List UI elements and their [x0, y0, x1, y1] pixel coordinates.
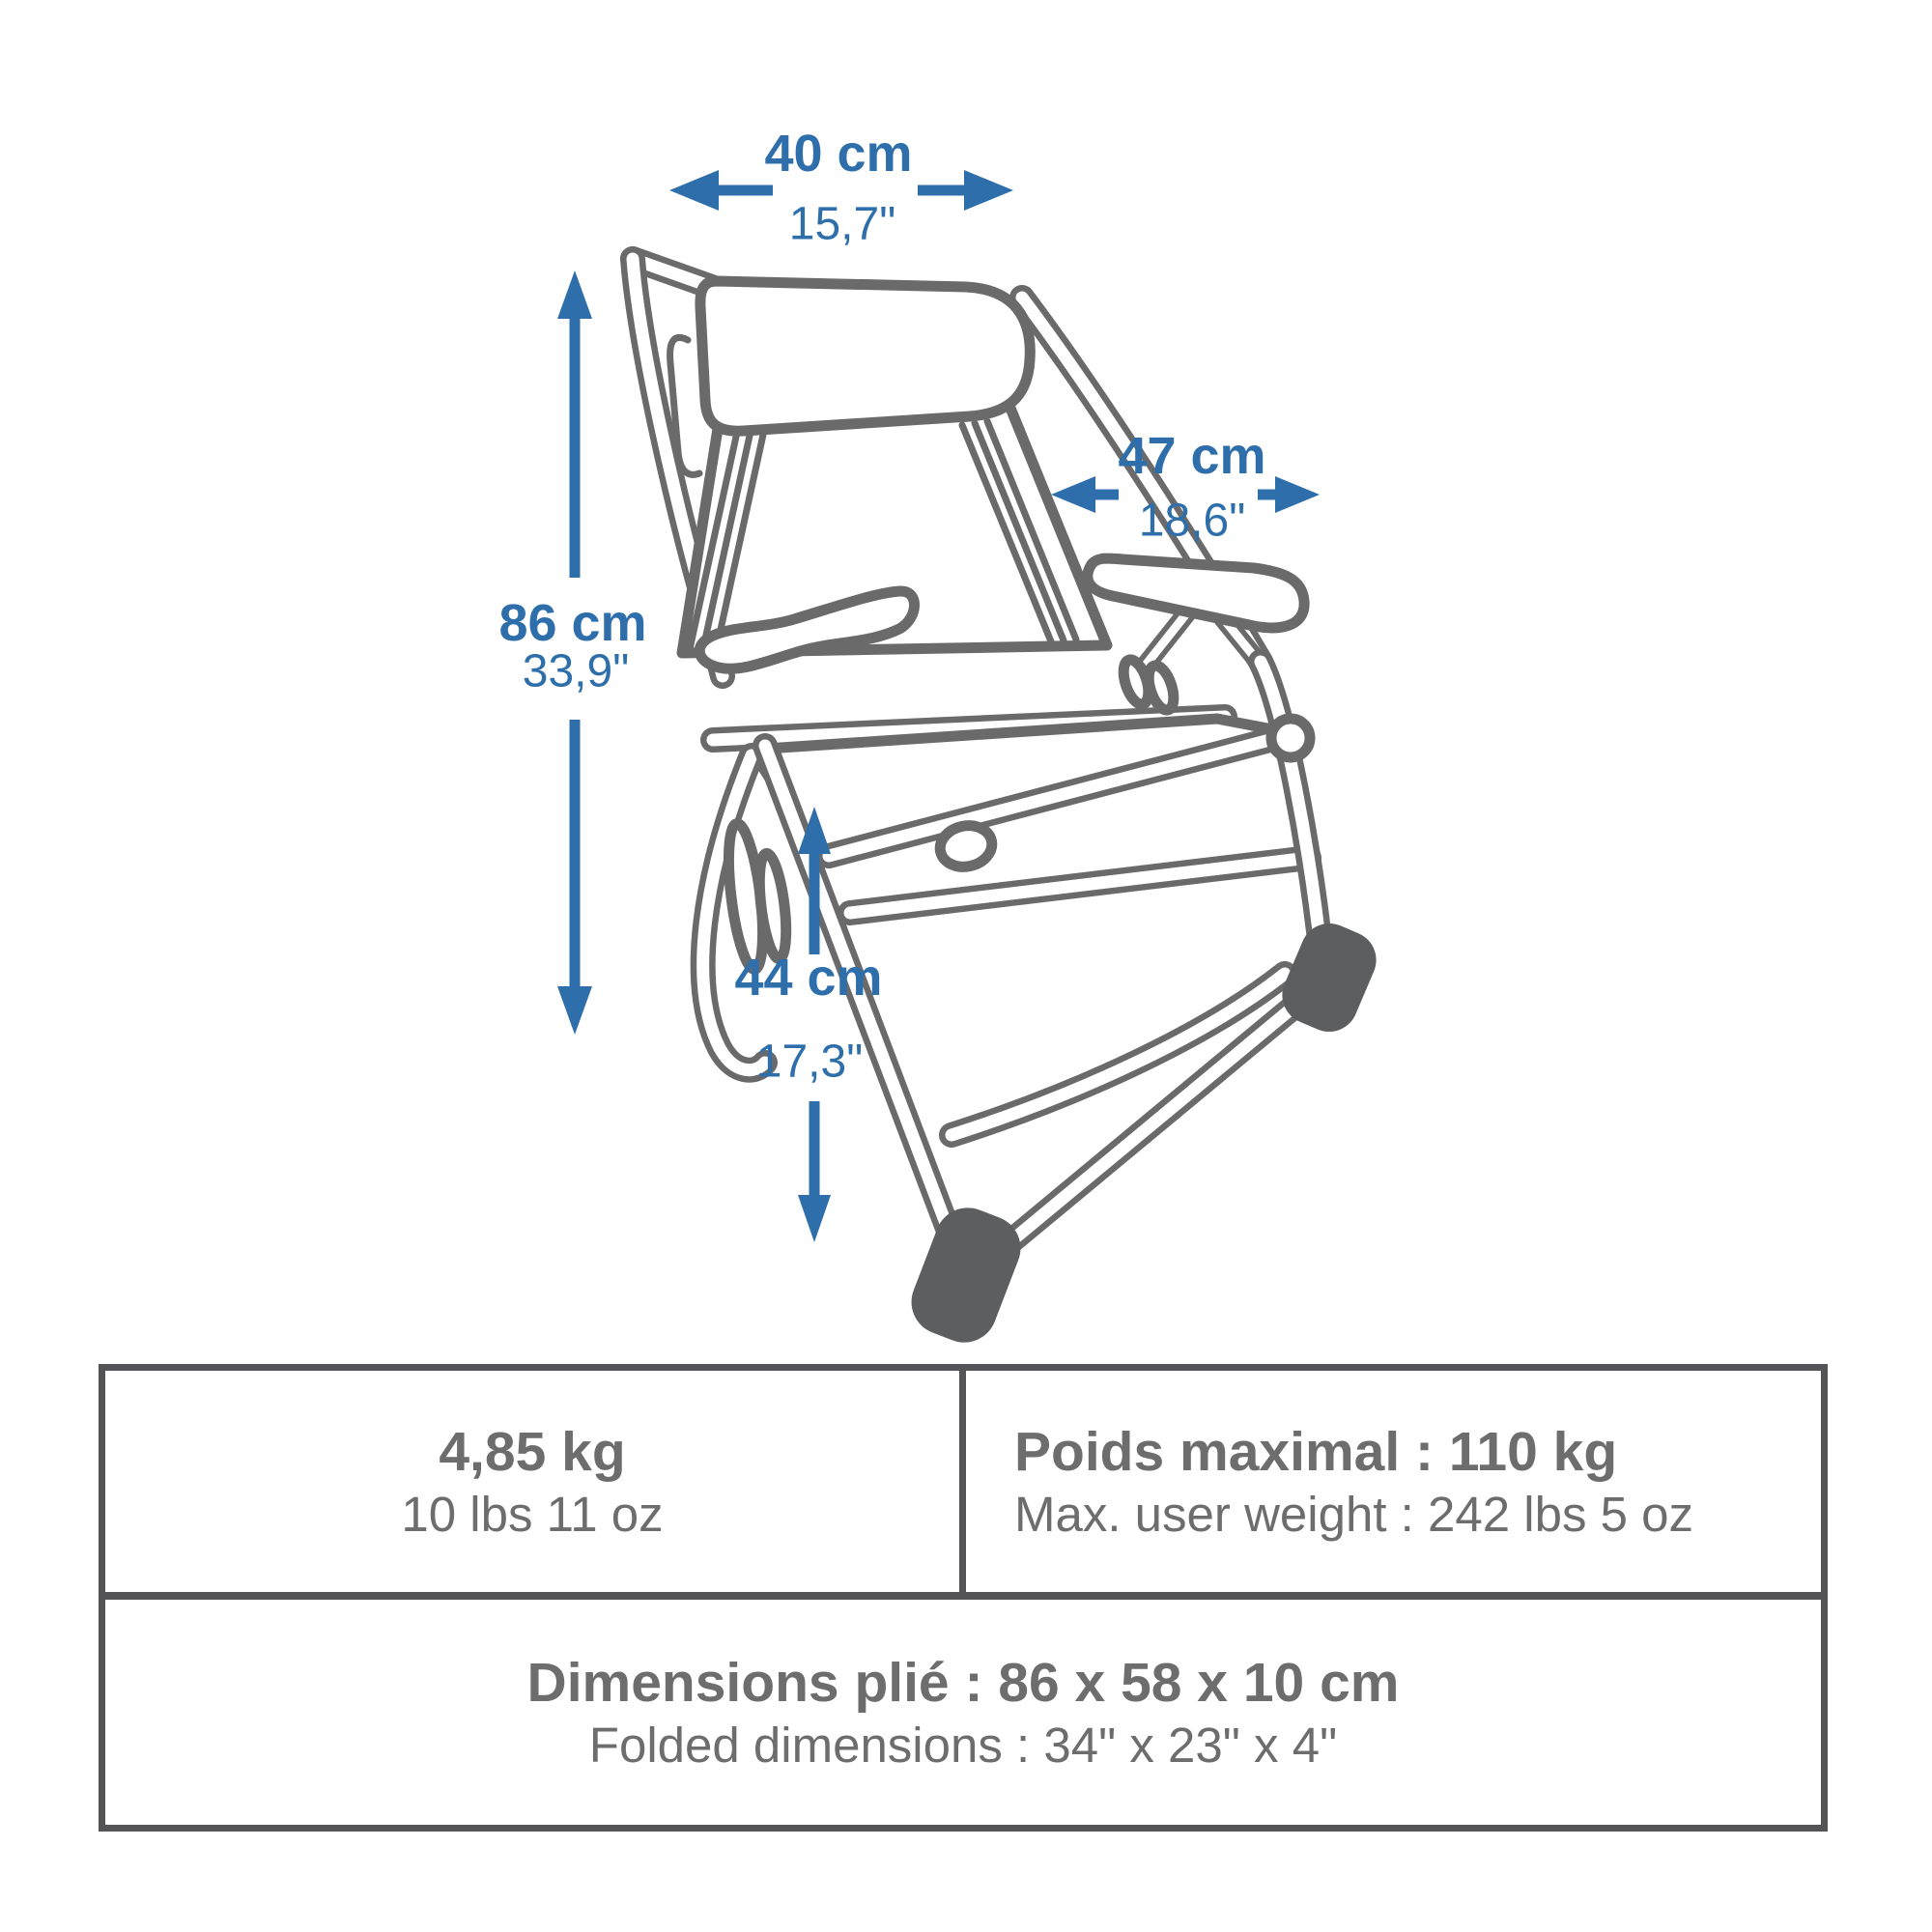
seat-height-metric: 44 cm [734, 949, 883, 1007]
weight-metric: 4,85 kg [439, 1420, 626, 1483]
backrest-width-metric: 40 cm [764, 125, 913, 183]
under-seat-bar [850, 858, 1309, 913]
seat-fabric [752, 719, 1288, 860]
max-user-weight-metric: Poids maximal : 110 kg [1014, 1420, 1618, 1483]
spec-table [99, 1364, 1828, 1832]
seat-width-metric: 47 cm [1118, 427, 1266, 485]
seat-height-imperial: 17,3" [755, 1036, 864, 1088]
weight-imperial: 10 lbs 11 oz [401, 1486, 664, 1542]
foot-cap-front [902, 1198, 1031, 1351]
spec-table-top-row [105, 1371, 1821, 1600]
folded-dimensions-metric: Dimensions plié : 86 x 58 x 10 cm [526, 1651, 1400, 1714]
total-height-imperial: 33,9" [522, 645, 630, 697]
total-height-metric: 86 cm [498, 594, 647, 652]
front-bottom-bar [968, 990, 1314, 1277]
headrest-pillow [700, 281, 1030, 431]
folded-dimensions-cell [105, 1600, 1821, 1825]
folded-dimensions-imperial: Folded dimensions : 34" x 23" x 4" [588, 1717, 1338, 1773]
weight-cell [105, 1371, 966, 1592]
max-user-weight-cell [966, 1371, 1821, 1592]
max-user-weight-imperial: Max. user weight : 242 lbs 5 oz [1014, 1486, 1694, 1542]
armrest-right [1088, 558, 1304, 628]
seat-width-imperial: 18,6" [1138, 495, 1246, 547]
backrest-width-imperial: 15,7" [788, 198, 896, 250]
